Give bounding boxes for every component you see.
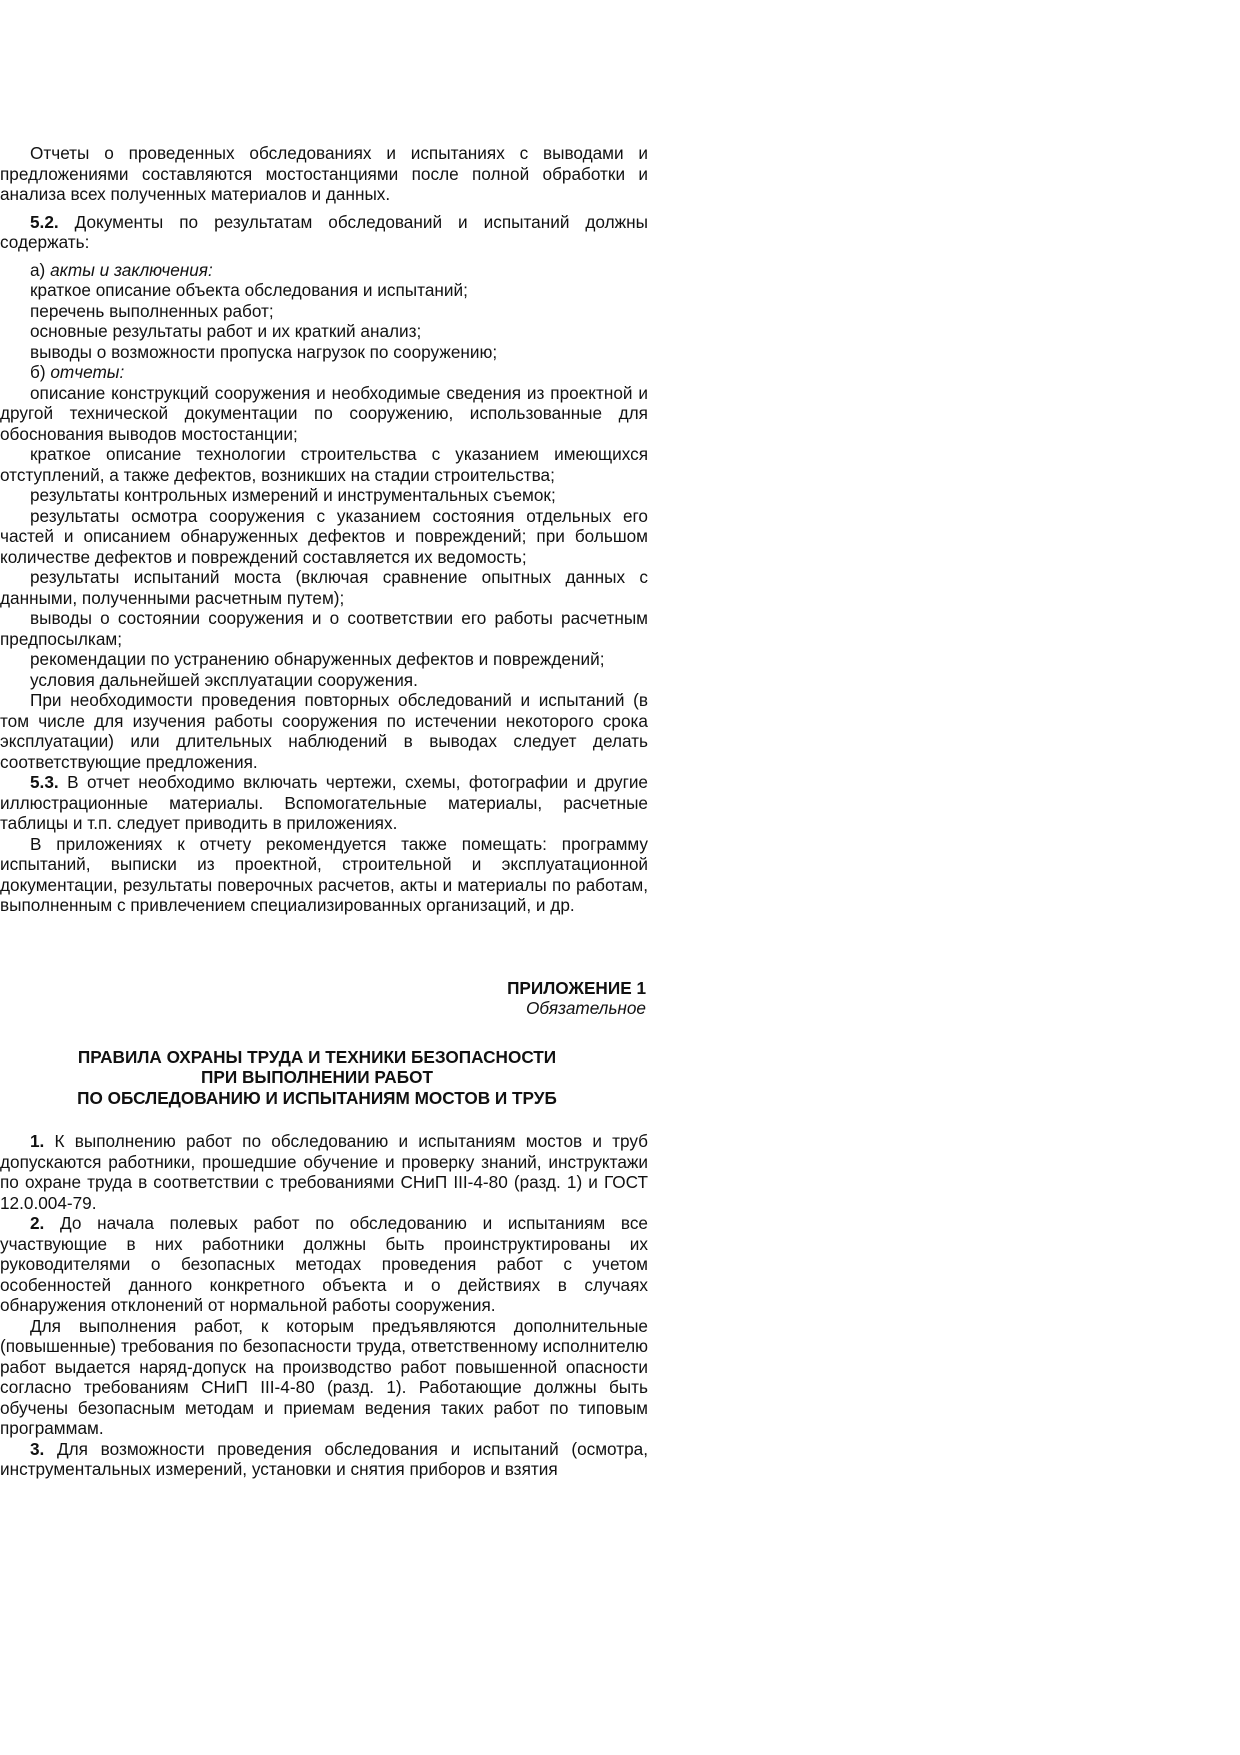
paragraph-rule-2-permit: Для выполнения работ, к которым предъявляются дополнительные (повышенные) требования по безопасности труда, ответственному исполнителю работ выдается наряд-допуск на производство работ повышенной опасности согласно требованиям СНиП III-4-80 (разд. 1). Работающие должны быть обучены безопасным методам и приемам ведения таких работ по типовым программам.	[0, 1315, 648, 1438]
clause-text: К выполнению работ по обследованию и испытаниям мостов и труб допускаются работники, прошедшие обучение и проверку знаний, инструктажи по охране труда в соответствии с требованиями СНиП III-4-80 (разд. 1) и ГОСТ 12.0.004-79.	[0, 1131, 648, 1213]
list-item: основные результаты работ и их краткий анализ;	[30, 321, 422, 341]
paragraph-rule-2	[0, 1213, 648, 1316]
clause-number: 5.3.	[30, 772, 59, 792]
paragraph-appendices-note: В приложениях к отчету рекомендуется также помещать: программу испытаний, выписки из проектной, строительной и эксплуатационной документации, результаты поверочных расчетов, акты и материалы по работам, выполненным с привлечением специализированных организаций, и др.	[0, 833, 648, 915]
list-item: условия дальнейшей эксплуатации сооружения.	[30, 669, 418, 690]
clause-text: До начала полевых работ по обследованию и испытаниям все участвующие в них работники должны быть проинструктированы их руководителями о безопасных методах проведения работ с учетом особенностей данного конкретного объекта и о действиях в случаях обнаружения отклонений от нормальной работы сооружения.	[0, 1213, 648, 1315]
list-item: рекомендации по устранению обнаруженных дефектов и повреждений;	[30, 649, 605, 669]
appendix-header	[0, 978, 648, 1019]
list-item: результаты контрольных измерений и инструментальных съемок;	[30, 485, 556, 505]
list-marker: а)	[30, 259, 51, 280]
list-heading-label: акты и заключения:	[50, 259, 213, 280]
list-item: описание конструкций сооружения и необходимые сведения из проектной и другой технической документации по сооружению, использованные для обоснования выводов мостостанции;	[0, 382, 648, 444]
list-item: краткое описание технологии строительства с указанием имеющихся отступлений, а также дефектов, возникших на стадии строительства;	[0, 444, 648, 485]
list-item: выводы о состоянии сооружения и о соответствии его работы расчетным предпосылкам;	[0, 608, 648, 649]
list-item: выводы о возможности пропуска нагрузок по сооружению;	[30, 341, 498, 362]
paragraph-rule-3	[0, 1439, 648, 1480]
appendix-title: ПРИЛОЖЕНИЕ 1	[507, 977, 646, 998]
paragraph-rule-1	[0, 1131, 648, 1213]
clause-number: 1.	[30, 1131, 45, 1151]
clause-text: Документы по результатам обследований и испытаний должны содержать:	[0, 211, 648, 252]
list-item: результаты испытаний моста (включая сравнение опытных данных с данными, полученными расчетным путем);	[0, 567, 648, 608]
paragraph-reports-intro: Отчеты о проведенных обследованиях и испытаниях с выводами и предложениями составляются мостостанциями после полной обработки и анализа всех полученных материалов и данных.	[0, 143, 648, 204]
paragraph-5-2	[0, 212, 648, 253]
list-heading-label: отчеты:	[50, 362, 125, 382]
clause-text: Для возможности проведения обследования и испытаний (осмотра, инструментальных измерений, установки и снятия приборов и взятия	[0, 1438, 648, 1479]
heading-line: ПО ОБСЛЕДОВАНИЮ И ИСПЫТАНИЯМ МОСТОВ И ТРУБ	[77, 1087, 557, 1108]
document-page	[0, 143, 648, 1480]
clause-number: 3.	[30, 1438, 45, 1459]
clause-number: 5.2.	[30, 211, 59, 232]
paragraph-repeat-tests: При необходимости проведения повторных обследований и испытаний (в том числе для изучения работы сооружения по истечении некоторого срока эксплуатации) или длительных наблюдений в выводах следует делать соответствующие предложения.	[0, 690, 648, 772]
list-item: краткое описание объекта обследования и испытаний;	[30, 280, 468, 300]
section-heading	[0, 1047, 648, 1109]
list-item: перечень выполненных работ;	[30, 300, 274, 321]
list-item: результаты осмотра сооружения с указанием состояния отдельных его частей и описанием обнаруженных дефектов и повреждений; при большом количестве дефектов и повреждений составляется их ведомость;	[0, 505, 648, 567]
list-heading-reports	[0, 362, 648, 383]
list-heading-acts	[0, 260, 648, 281]
appendix-status: Обязательное	[526, 998, 646, 1018]
heading-line: ПРАВИЛА ОХРАНЫ ТРУДА И ТЕХНИКИ БЕЗОПАСНОСТИ	[77, 1046, 557, 1067]
clause-number: 2.	[30, 1213, 45, 1233]
paragraph-5-3	[0, 772, 648, 834]
list-marker: б)	[30, 362, 51, 382]
clause-text: В отчет необходимо включать чертежи, схемы, фотографии и другие иллюстрационные материалы. Вспомогательные материалы, расчетные таблицы и т.п. следует приводить в приложениях.	[0, 772, 648, 833]
heading-line: ПРИ ВЫПОЛНЕНИИ РАБОТ	[201, 1067, 433, 1087]
